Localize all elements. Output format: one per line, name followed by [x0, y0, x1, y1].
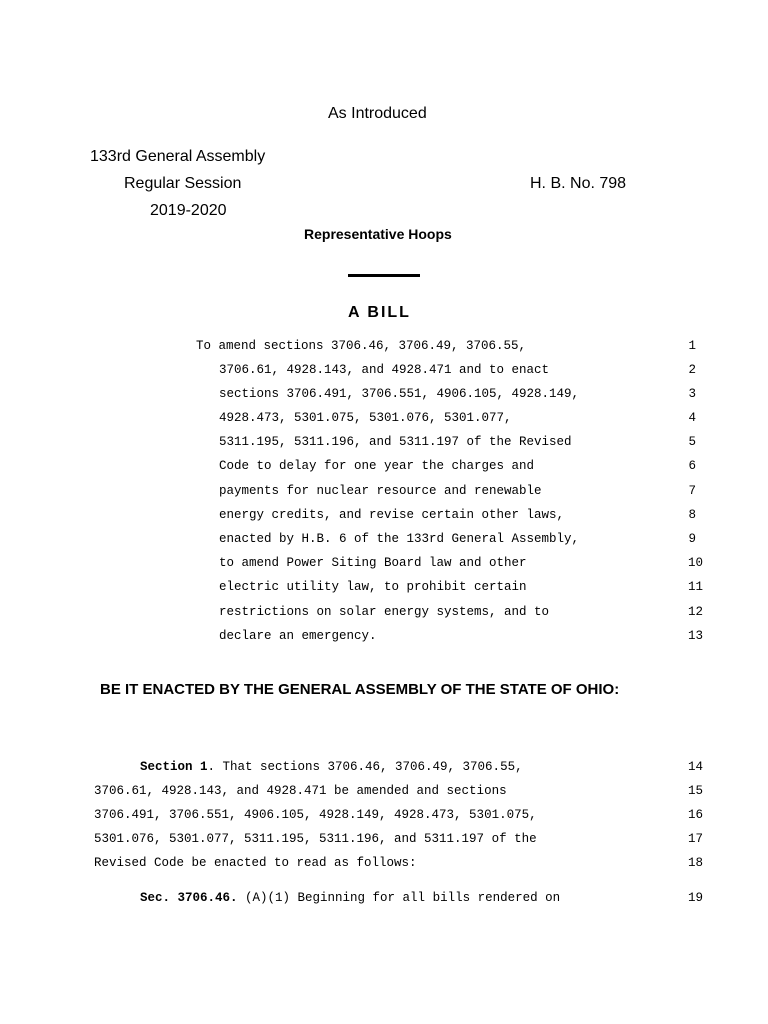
title-line: 3706.61, 4928.143, and 4928.471 and to enact: [219, 363, 550, 377]
section-1-first-line: [140, 760, 523, 774]
line-number: 16: [687, 808, 703, 822]
sec-3706-46-line: [140, 891, 560, 905]
line-number: 5: [688, 435, 696, 449]
line-number: 18: [687, 856, 703, 870]
title-line: 4928.473, 5301.075, 5301.076, 5301.077,: [219, 411, 512, 425]
line-number: 3: [688, 387, 696, 401]
line-number: 13: [687, 629, 703, 643]
title-line: Code to delay for one year the charges and: [219, 459, 535, 473]
title-line: 5311.195, 5311.196, and 5311.197 of the Revised: [219, 435, 572, 449]
assembly-label: 133rd General Assembly: [90, 148, 266, 165]
line-number: 14: [687, 760, 703, 774]
line-number: 4: [688, 411, 696, 425]
bill-heading: A BILL: [348, 304, 411, 321]
line-number: 17: [687, 832, 703, 846]
line-number: 12: [687, 605, 703, 619]
enacting-clause: BE IT ENACTED BY THE GENERAL ASSEMBLY OF THE STATE OF OHIO:: [100, 681, 620, 698]
title-line: To amend sections 3706.46, 3706.49, 3706.55,: [196, 339, 527, 353]
title-line: declare an emergency.: [219, 629, 377, 643]
section-1-label: Section 1: [140, 760, 208, 774]
title-line: energy credits, and revise certain other laws,: [219, 508, 565, 522]
session-years: 2019-2020: [150, 202, 227, 219]
section-1-text: . That sections 3706.46, 3706.49, 3706.55,: [207, 760, 523, 774]
line-number: 10: [687, 556, 703, 570]
title-line: restrictions on solar energy systems, and to: [219, 605, 550, 619]
session-label: Regular Session: [124, 175, 242, 192]
line-number: 1: [688, 339, 696, 353]
title-line: electric utility law, to prohibit certain: [219, 580, 527, 594]
line-number: 2: [688, 363, 696, 377]
line-number: 8: [688, 508, 696, 522]
title-line: to amend Power Siting Board law and other: [219, 556, 527, 570]
section-line: 5301.076, 5301.077, 5311.195, 5311.196, and 5311.197 of the: [94, 832, 537, 846]
line-number: 7: [688, 484, 696, 498]
section-line: 3706.61, 4928.143, and 4928.471 be amended and sections: [94, 784, 507, 798]
line-number: 15: [687, 784, 703, 798]
line-number: 9: [688, 532, 696, 546]
bill-number: H. B. No. 798: [530, 175, 627, 192]
line-number: 6: [688, 459, 696, 473]
line-number: 11: [687, 580, 703, 594]
title-line: sections 3706.491, 3706.551, 4906.105, 4928.149,: [219, 387, 580, 401]
status-heading: As Introduced: [328, 105, 427, 122]
section-line: Revised Code be enacted to read as follows:: [94, 856, 417, 870]
title-line: payments for nuclear resource and renewable: [219, 484, 542, 498]
section-line: 3706.491, 3706.551, 4906.105, 4928.149, 4928.473, 5301.075,: [94, 808, 537, 822]
sec-3706-46-label: Sec. 3706.46.: [140, 891, 238, 905]
title-line: enacted by H.B. 6 of the 133rd General Assembly,: [219, 532, 580, 546]
title-divider: [348, 274, 420, 277]
sponsor-name: Representative Hoops: [304, 226, 452, 242]
line-number: 19: [687, 891, 703, 905]
sec-3706-46-text: (A)(1) Beginning for all bills rendered on: [237, 891, 561, 905]
